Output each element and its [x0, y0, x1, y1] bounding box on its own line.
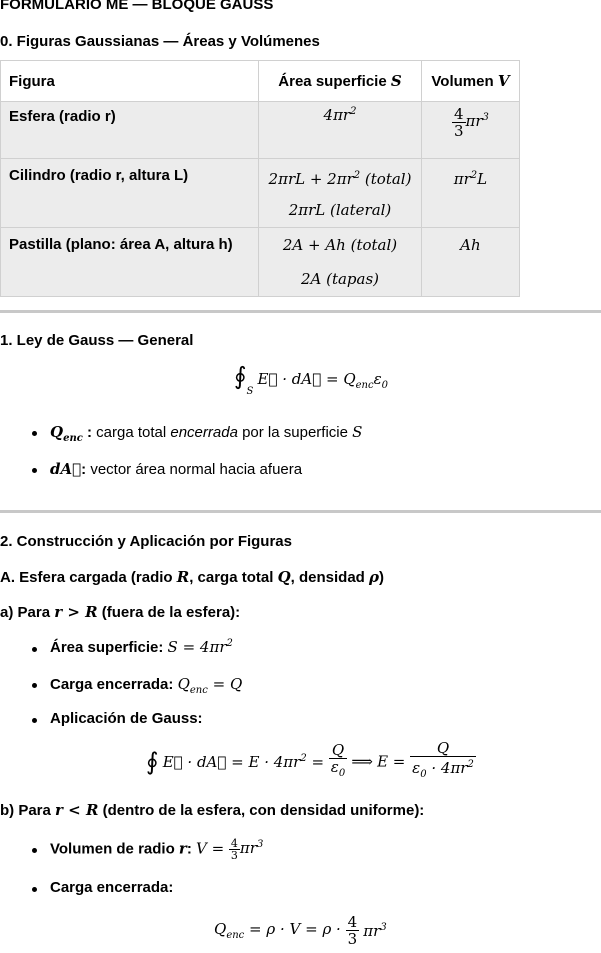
section0-heading: 0. Figuras Gaussianas — Áreas y Volúmenes: [0, 33, 320, 50]
figures-table: [0, 60, 520, 297]
header-volumen: Volumen V: [421, 61, 519, 102]
row-puck-figure: Pastilla (plano: área A, altura h): [1, 228, 259, 297]
document-title: FORMULARIO ME — BLOQUE GAUSS: [0, 0, 274, 13]
bullet-qenc: $Q_{enc}$ : carga total encerrada por la superficie S: [50, 423, 363, 444]
table-row: [1, 102, 520, 159]
section1-heading: 1. Ley de Gauss — General: [0, 332, 194, 349]
section2-heading: 2. Construcción y Aplicación por Figuras: [0, 533, 292, 550]
enclosed-charge-item: Carga encerrada:: [50, 879, 174, 896]
row-sphere-figure: Esfera (radio r): [1, 102, 259, 159]
table-header-row: [1, 61, 520, 102]
row-sphere-volume: $\frac{4}{3}$ $\pi r^3$: [421, 102, 519, 159]
bullet: [32, 848, 37, 853]
area-item: Área superficie: $S = 4\pi r^2$: [50, 638, 233, 656]
sphere-outside-equation: ∮ E⃗ · dA⃗ = $E \cdot 4\pi r^2$ = $\frac{Q}{\varepsilon_0}$ ⟹ E = $\frac{Q}{\varepsilon_0 \cdot 4\pi r^2}$: [146, 739, 474, 780]
row-puck-volume: Ah: [421, 228, 519, 297]
gauss-application-item: Aplicación de Gauss:: [50, 710, 203, 727]
bullet: [32, 647, 37, 652]
table-row: [1, 159, 520, 228]
bullet: [32, 431, 37, 436]
row-cylinder-area: $2\pi rL + 2\pi r^2$ (total) 2πrL (lateral): [259, 159, 422, 228]
header-figura: Figura: [1, 61, 259, 102]
bullet: [32, 468, 37, 473]
part-a-label: a) Para r > R (fuera de la esfera):: [0, 603, 241, 621]
part-b-label: b) Para r < R (dentro de la esfera, con densidad uniforme):: [0, 801, 425, 819]
bullet: [32, 887, 37, 892]
row-puck-area: 2A + Ah (total) 2A (tapas): [259, 228, 422, 297]
volume-item: Volumen de radio r: V = $\frac{4}{3}$ $\pi r^3$: [50, 837, 264, 862]
row-cylinder-volume: $\pi r^2L$: [421, 159, 519, 228]
header-area: Área superficie S: [259, 61, 422, 102]
sphere-subheading: A. Esfera cargada (radio R, carga total Q, densidad ρ): [0, 568, 384, 586]
bullet: [32, 683, 37, 688]
divider: [0, 510, 601, 513]
bullet-da: dA⃗: vector área normal hacia afuera: [50, 460, 303, 478]
charge-item: Carga encerrada: $Q_{enc} = Q$: [50, 675, 243, 696]
table-row: [1, 228, 520, 297]
gauss-law-equation: $∮_S$ E⃗ · dA⃗ = $Q_{enc}\varepsilon_0$: [234, 362, 389, 397]
row-sphere-area: $4\pi r^2$: [259, 102, 422, 159]
row-cylinder-figure: Cilindro (radio r, altura L): [1, 159, 259, 228]
bullet: [32, 718, 37, 723]
divider: [0, 310, 601, 313]
sphere-inside-equation: $Q_{enc} = \rho \cdot V = \rho$ · $\frac{4}{3}$ $\pi r^3$: [214, 913, 387, 948]
